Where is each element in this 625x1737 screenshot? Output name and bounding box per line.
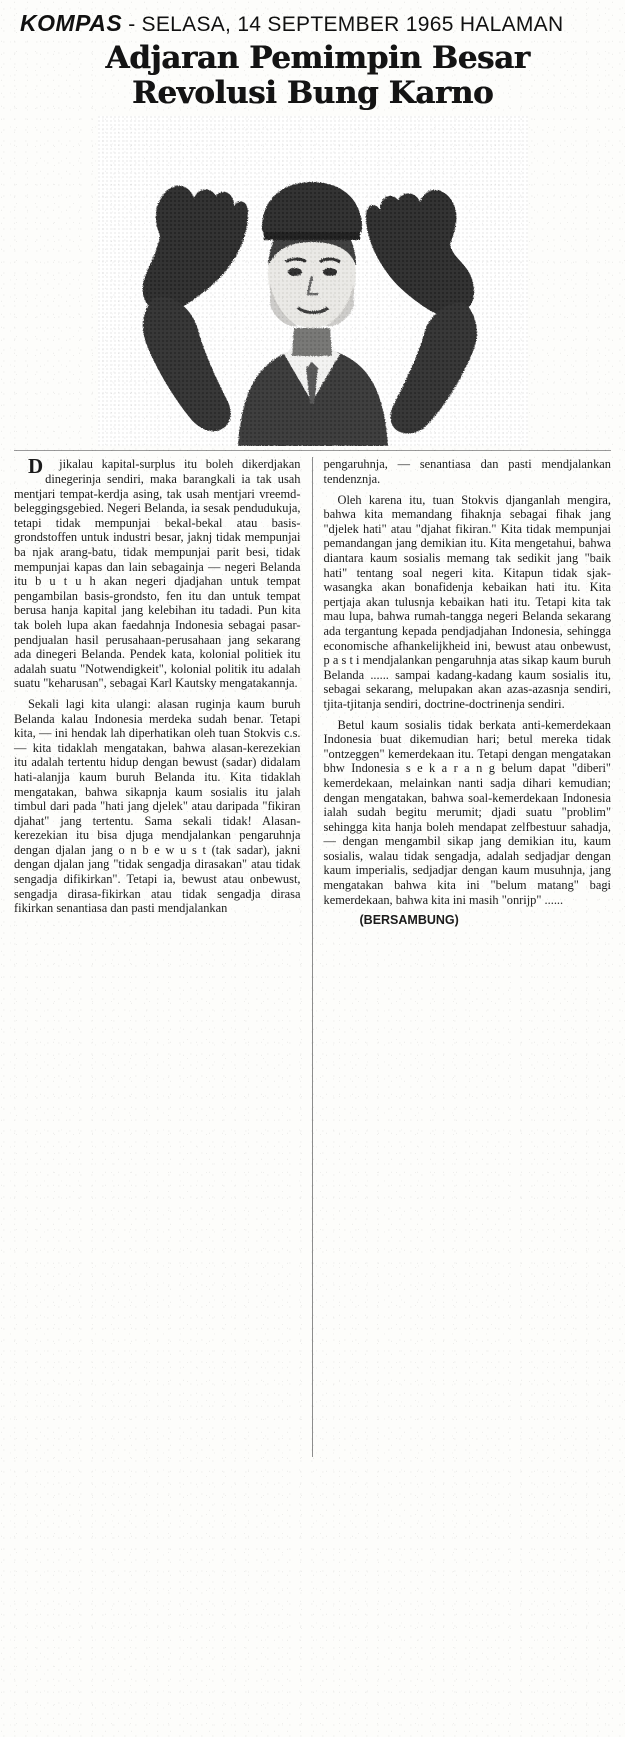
paragraph: Oleh karena itu, tuan Stokvis djanganlah mengira, bahwa kita memandang fihaknja sebagai fihak jang "djelek hati" atau "djahat fikiran." Kita tidak mempunjai pemandangan jang demikian itu. Kita mengetahui, bahwa diantara kaum sosialis memang tak sedikit jang "baik hati" tentang soal negeri kita. Kitapun tidak sjak-wasangka akan bonafidenja kebaikan hati itu. Kita pertjaja akan tulusnja kebaikan hati itu. Tetapi kita tak mau lupa, bahwa rumah-tangga negeri Belanda sekarang ada tergantung kepada pendjadjahan Indonesia, sehingga economische afhankelijkheid ini, bewust atau onbewust, p a s t i mendjalankan pengaruhnja atas sikap kaum buruh Belanda ...... sampai kadang-kadang kaum sosialis itu, sebagai sekarang, melupakan akan azas-azasnja sendiri, tjita-tjitanja sendiri, doctrine-doctrinenja sendiri. (323, 492, 611, 711)
article-column-right (313, 457, 612, 1457)
headline-line-1: Adjaran Pemimpin Besar (105, 40, 530, 76)
masthead (14, 10, 611, 37)
paragraph: Sekali lagi kita ulangi: alasan ruginja kaum buruh Belanda kalau Indonesia merdeka sudah benar. Tetapi kita, — ini hendak lah diperhatikan oleh tuan Stokvis c.s. — kita tidaklah mengatakan, bahwa alasan-kerezekian itu adalah tertentu hidup dengan bewust (sadar) didalam hati-alanjja kaum buruh Belanda itu. Kita tidaklah mengatakan, bahwa sikapnja kaum sosialis itu jalah timbul dari pada "hati jang djelek" atau daripada "fikiran djahat" jang tertentu. Sama sekali tidak! Alasan-kerezekian itu bisa djuga mendjalankan pengaruhnja dengan djalan jang o n b e w u s t (tak sadar), jakni dengan djalan jang "tidak sengadja dirasakan" atau tidak sengadja difikirkan". Tetapi ia, bewust atau onbewust, sengadja dirasa-fikirkan atau tidak sengadja dirasa fikirkan senantiasa dan pasti mendjalankan (14, 696, 301, 916)
column-divider-top (14, 450, 611, 451)
continuation-label: (BERSAMBUNG) (359, 913, 459, 928)
headline-line-2: Revolusi Bung Karno (131, 74, 494, 111)
article-column-left (14, 454, 313, 1457)
paragraph: Betul kaum sosialis tidak berkata anti-kemerdekaan Indonesia buat dikemudian hari; betul mereka tidak "ontzeggen" kemerdekaan itu. Tetapi dengan mengatakan bhw Indonesia s e k a r a n g belum dapat "diberi" kemerdekaan, melainkan nanti sadja dihari kemudian; dengan mengatakan, bahwa soal-kemerdekaan Indonesia ialah sudah begitu merumit; djadi suatu "problim" sehingga kita hanja boleh mendapat zelfbestuur sahadja, — dengan mengambil sikap jang demikian itu, kaum sosialis, walau tidak sengadja, adalah sedjadjar dengan kaum imperialis, sedjadjar dengan kaum musuhnja, jang mengatakan bahwa kita ini "belum matang" bagi kemerdekaan, bahwa kita ini masih "onrijp" ...... (323, 717, 611, 907)
portrait-svg (98, 116, 528, 446)
masthead-dash: - (128, 13, 136, 36)
sukarno-portrait-illustration (98, 116, 528, 446)
headline (14, 41, 611, 110)
paragraph: Djikalau kapital-surplus itu boleh dikerdjakan dinegerinja sendiri, maka barangkali ia tak usah mentjari tempat-kerdja asing, tak usah mentjari vreemd-beleggingsgebied. Negeri Belanda, ia sesak pendudukuja, tetapi tidak mempunjai bekal-bekal atau basis-grondstoffen untuk industri besar, jaknj tidak mempunjai ba njak arang-batu, tidak mempunjai parit besi, tidak mempunjai kapas dan lain sebagainja — negeri Belanda itu b u t u h akan negeri djadjahan untuk tempat pengambilan basis-grondsto, fen itu dan untuk tempat berusa hanja kapital jang kelebihan itu tadadi. Pun kita tak boleh lupa akan faedahnja Indonesia sebagai pasar-pendjualan hasil perusahaan-perusahaan jang sekarang ada dinegeri Belanda. Pendek kata, kolonial politiek itu adalah suatu "Notwendigkeit", kolonial politik itu adalah suatu "keharusan", sebagai Karl Kautsky mengatakannja. (14, 454, 301, 691)
masthead-brand: KOMPAS (20, 10, 123, 36)
article-body (14, 454, 611, 1457)
masthead-issue-date: SELASA, 14 SEPTEMBER 1965 HALAMAN (141, 13, 564, 36)
paragraph: pengaruhnja, — senantiasa dan pasti mendjalankan tendenznja. (323, 457, 611, 487)
